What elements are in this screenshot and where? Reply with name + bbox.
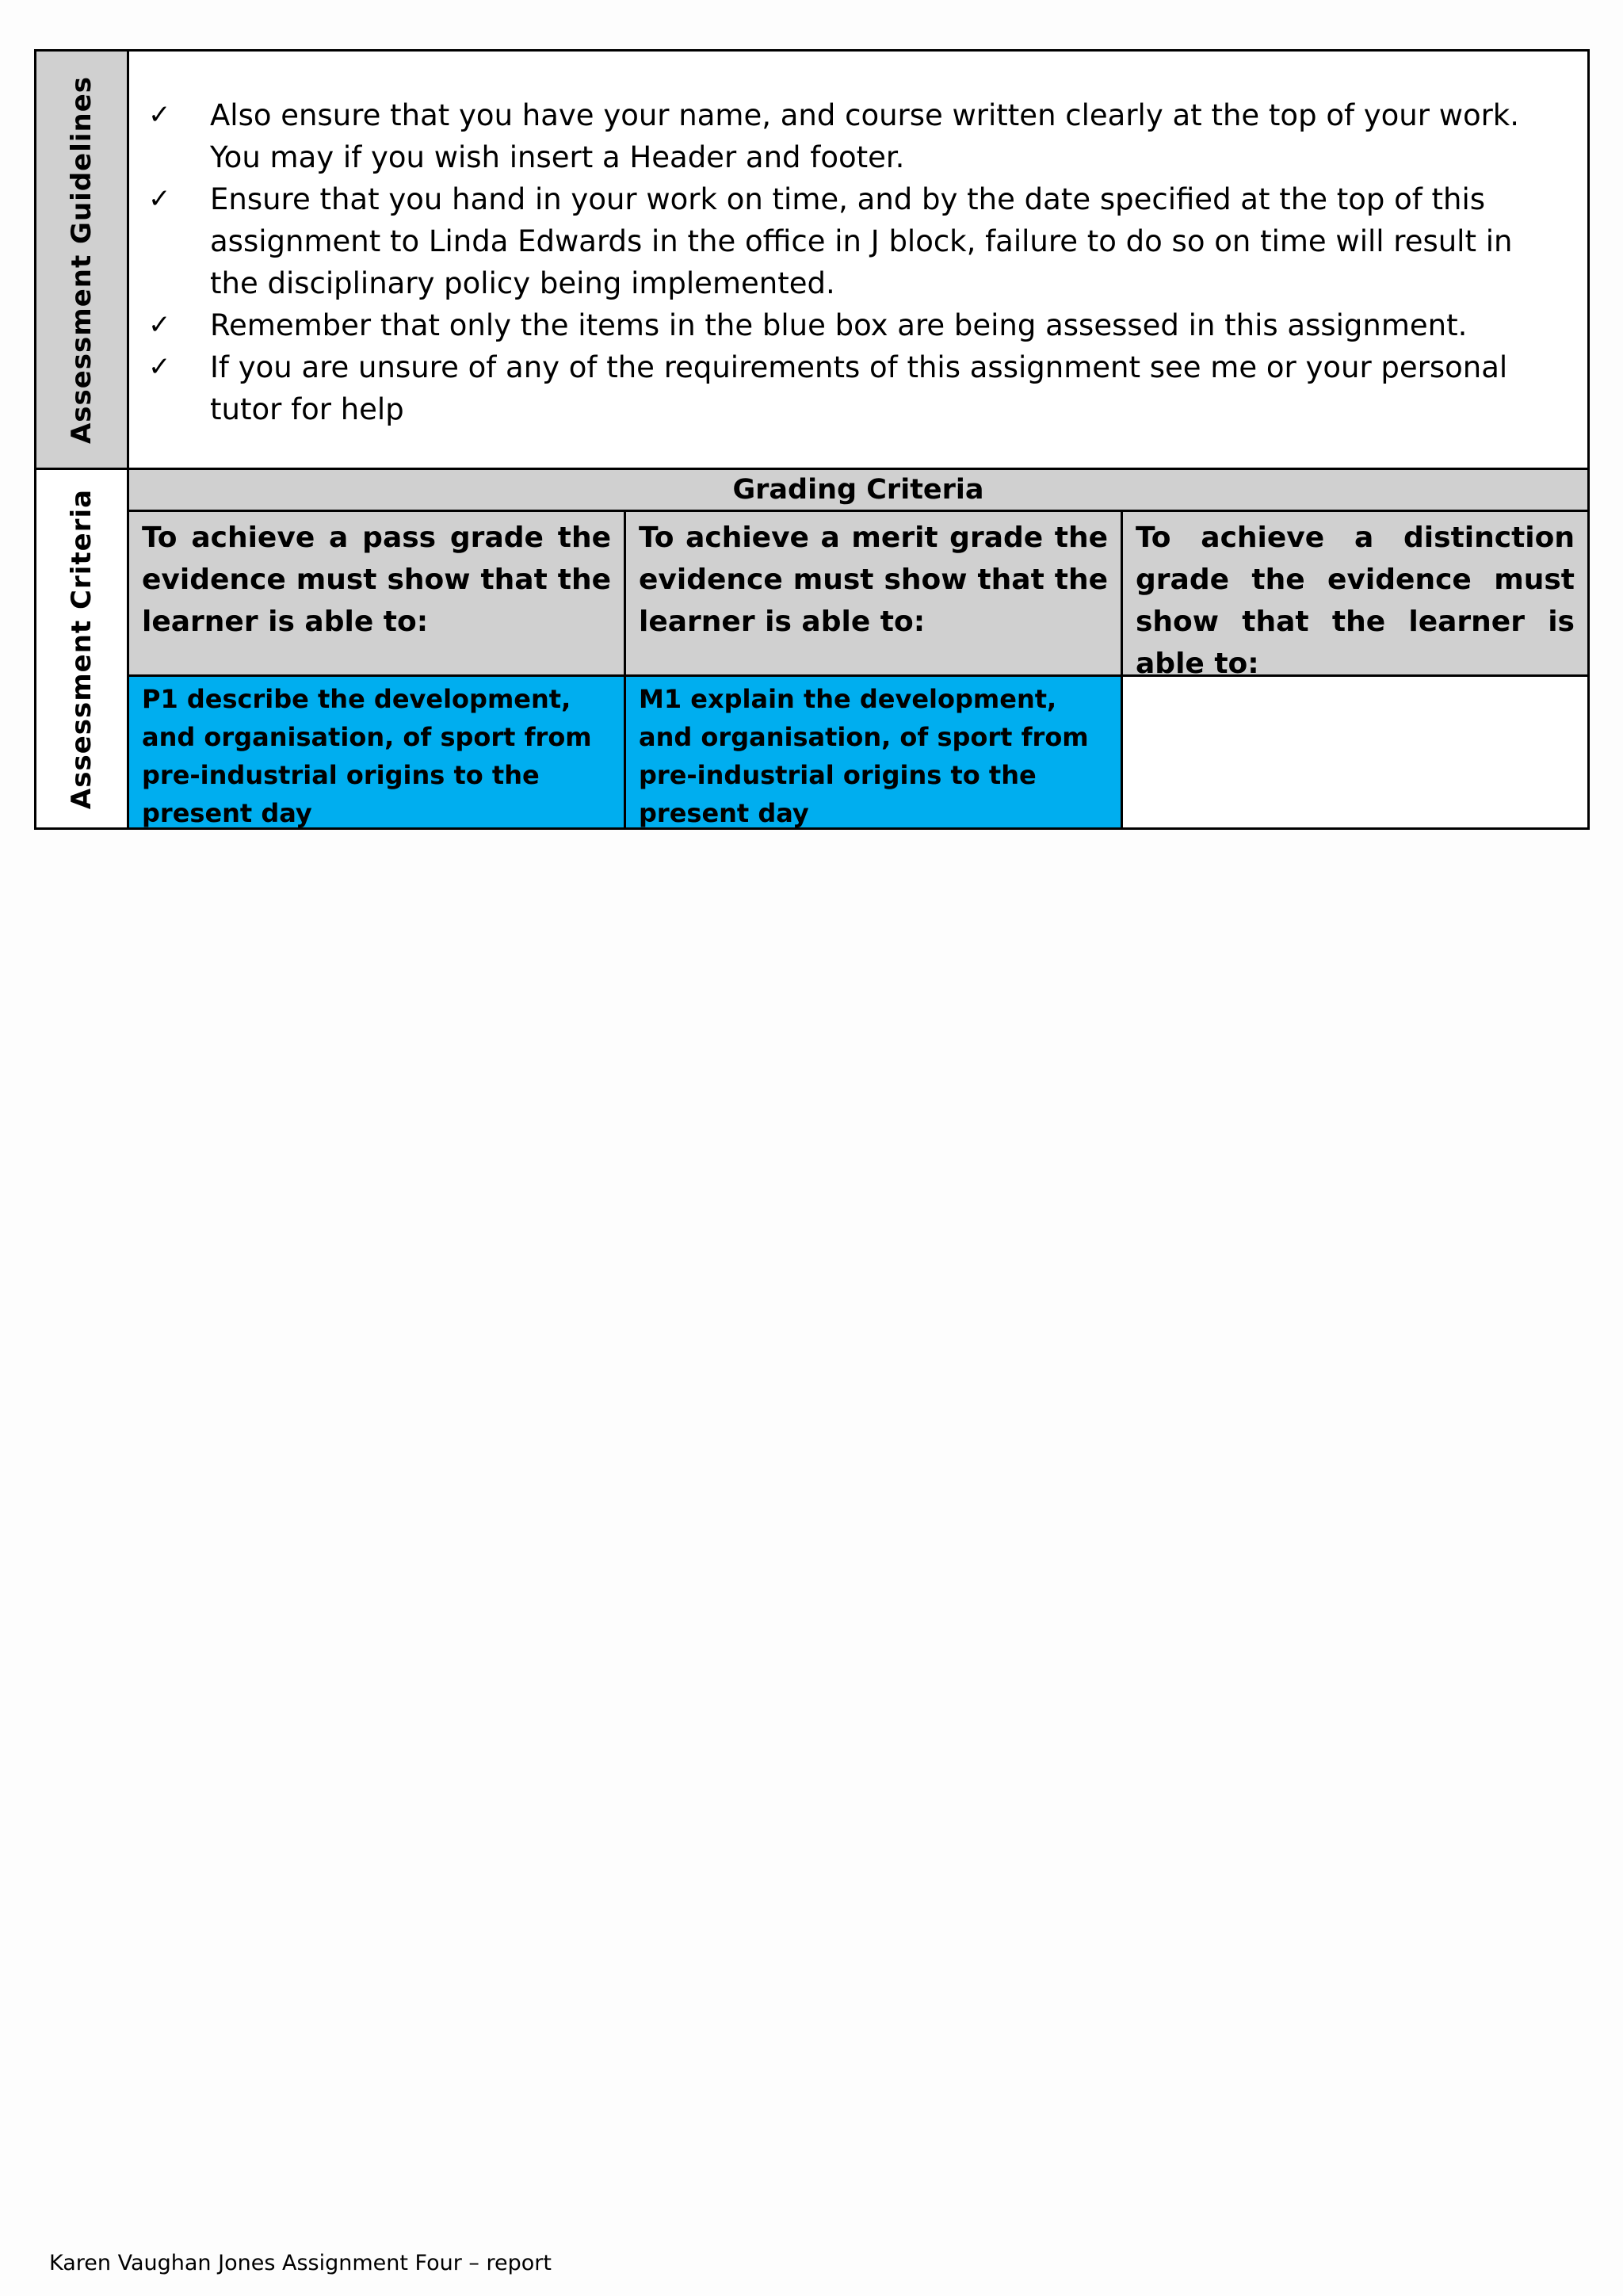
pass-criterion-p1: P1 describe the development, and organisation, of sport from pre-industrial origins to the present day bbox=[129, 677, 624, 827]
guideline-text: Ensure that you hand in your work on time, and by the date specified at the top of this assignment to Linda Edwards in the office in J block, failure to do so on time will result in the disciplinary policy being implemented. bbox=[210, 182, 1513, 300]
check-icon: ✓ bbox=[148, 351, 171, 383]
check-icon: ✓ bbox=[148, 309, 171, 341]
check-icon: ✓ bbox=[148, 99, 171, 131]
criteria-side-label-text: Assessment Criteria bbox=[66, 488, 97, 809]
guidelines-cell bbox=[129, 52, 1587, 468]
distinction-header: To achieve a distinction grade the evidence must show that the learner is able to: bbox=[1123, 512, 1587, 677]
criteria-row bbox=[36, 468, 1587, 827]
assessment-table bbox=[34, 49, 1590, 830]
merit-criterion-m1: M1 explain the development, and organisation, of sport from pre-industrial origins to the present day bbox=[626, 677, 1121, 827]
guidelines-side-label bbox=[36, 52, 129, 468]
guideline-item bbox=[148, 94, 1564, 178]
check-icon: ✓ bbox=[148, 183, 171, 215]
guideline-text: Remember that only the items in the blue box are being assessed in this assignment. bbox=[210, 308, 1468, 342]
guideline-item bbox=[148, 178, 1564, 304]
distinction-column bbox=[1121, 512, 1587, 827]
distinction-criterion-empty bbox=[1123, 677, 1587, 827]
guideline-text: If you are unsure of any of the requirements of this assignment see me or your personal tutor for help bbox=[210, 350, 1508, 426]
grading-criteria-area bbox=[129, 470, 1587, 827]
grade-columns bbox=[129, 512, 1587, 827]
guideline-item bbox=[148, 346, 1564, 430]
guidelines-list bbox=[148, 94, 1564, 430]
pass-header: To achieve a pass grade the evidence must show that the learner is able to: bbox=[129, 512, 624, 677]
page-footer: Karen Vaughan Jones Assignment Four – report bbox=[49, 2251, 552, 2275]
guidelines-side-label-text: Assessment Guidelines bbox=[66, 75, 97, 444]
guideline-text: Also ensure that you have your name, and course written clearly at the top of your work. You may if you wish insert a Header and footer. bbox=[210, 98, 1519, 174]
guideline-item bbox=[148, 304, 1564, 346]
merit-header: To achieve a merit grade the evidence must show that the learner is able to: bbox=[626, 512, 1121, 677]
grading-criteria-title: Grading Criteria bbox=[129, 470, 1587, 512]
pass-column bbox=[129, 512, 624, 827]
criteria-side-label bbox=[36, 470, 129, 827]
guidelines-row bbox=[36, 52, 1587, 468]
merit-column bbox=[624, 512, 1121, 827]
